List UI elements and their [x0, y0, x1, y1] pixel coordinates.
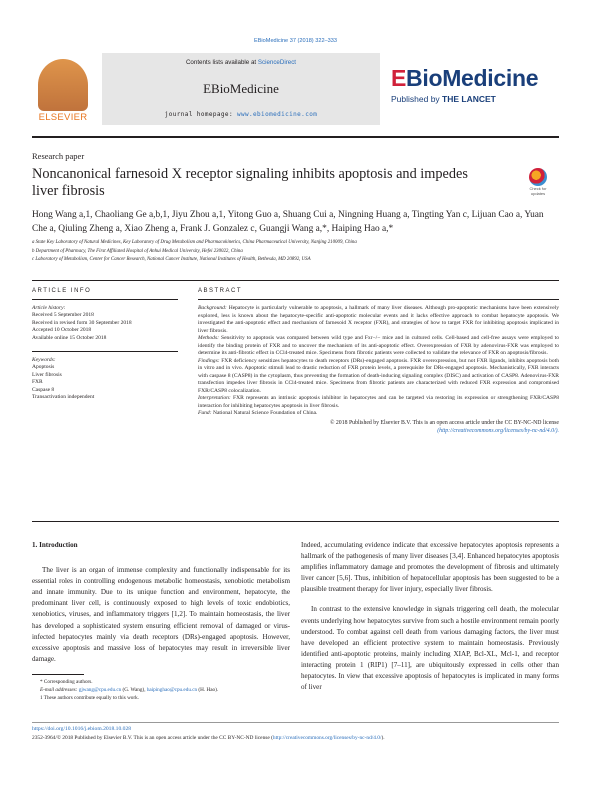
keywords-label: Keywords:: [32, 357, 56, 363]
body-column-right: [301, 540, 559, 693]
masthead-divider: [32, 136, 559, 138]
brand-b: B: [406, 65, 423, 91]
history-received: Received 5 September 2018: [32, 312, 94, 319]
intro-paragraph-1: The liver is an organ of immense complexity and functionally indispensable for its essential roles in controlling endogenous metabolic homeostasis, xenobiotic metabolism and innate immunity. Due to its unique function and environment, hepatocyte, the predominant liver cell, is continuously exposed to high levels of toxic endobiotics, xenobiotics, viruses, and inflammatory triggers [1,2]. To maintain homeostasis, the liver has developed a sophisticated system ensuring efficient removal of damaged or virus-infected hepatocytes mainly via death receptors (DRs)-engaged apoptosis. However, excessive apoptosis and massive loss of hepatocytes may result in irreversible liver damage.: [32, 566, 290, 663]
history-revised: Received in revised form 30 September 2018: [32, 319, 132, 326]
affiliation-c: c Laboratory of Metabolism, Center for Cancer Research, National Cancer Institute, National Institutes of Health, Bethesda, MD 20892, USA: [32, 257, 311, 262]
history-accepted: Accepted 10 October 2018: [32, 327, 92, 334]
journal-homepage-line: [102, 111, 380, 118]
homepage-prefix: journal homepage:: [164, 111, 237, 118]
history-label: Article history:: [32, 305, 66, 311]
intro-paragraph-3: In contrast to the extensive knowledge in signals triggering cell death, the molecular events underlying how hepatocytes survive from such a hostile environment remain poorly understood. To combat against cell death from various damaging factors, the liver must have developed an efficient protective system to maintain homeostasis. Previously identified anti-apoptotic proteins, mainly including XIAP, Bcl-XL, Mcl-1, and receptor interacting protein 1 (RIP1) [7–11], are ubiquitously expressed in cells other than hepatocytes. In view that excessive apoptosis of hepatocytes is implicated in many forms of liver: [301, 605, 559, 692]
fund-label: Fund:: [198, 410, 212, 416]
introduction-heading: 1. Introduction: [32, 541, 78, 549]
equal-contribution-note: 1 These authors contribute equally to this work.: [40, 695, 140, 701]
findings-label: Findings:: [198, 357, 220, 364]
bottom-divider: [32, 722, 559, 723]
license-url-link[interactable]: http://creativecommons.org/licenses/by-nc-nd/4.0/: [272, 735, 382, 741]
affiliation-b: b Department of Pharmacy, The First Affiliated Hospital of Anhui Medical University, Hefei 230022, China: [32, 248, 243, 254]
body-divider: [32, 521, 559, 522]
article-title: Noncanonical farnesoid X receptor signaling inhibits apoptosis and impedes liver fibrosis: [32, 166, 468, 199]
license-end: ).: [381, 735, 385, 741]
email-link-2[interactable]: haipinghao@cpu.edu.cn: [146, 687, 198, 693]
journal-name: EBioMedicine: [203, 81, 279, 96]
sciencedirect-link[interactable]: ScienceDirect: [257, 59, 297, 66]
abstract-fund: [198, 410, 559, 418]
abstract-findings: [198, 358, 559, 396]
findings-text: FXR deficiency sensitizes hepatocytes to death receptors (DRs)-engaged apoptosis. FXR overexpression, but not FXR ligands, inhibits apoptosis both in vitro and in vivo. Apoptotic stimuli lead to drastic reduction of FXR protein levels, a prerequisite for DRs-engaged apoptosis. Mechanistically, FXR interacts with caspase 8 (CASP8) in the cytoplasm, thus preventing the formation of death-inducing signaling complex (DISC) and activation of CASP8. Adenovirus-FXR transfection impedes liver fibrosis in CCl4-treated mice. Specimens from fibrotic patients are characterized with reduced FXR expression and compromised FXR/CASP8 colocalization.: [198, 357, 559, 394]
background-label: Background:: [198, 305, 227, 311]
ebiomedicine-logo: [391, 65, 559, 104]
brand-sub-publisher: THE LANCET: [442, 94, 496, 104]
affiliations: [32, 239, 557, 265]
article-info-rule: [32, 299, 178, 300]
brand-sub-prefix: Published by: [391, 94, 443, 104]
journal-reference[interactable]: EBioMedicine 37 (2018) 322–333: [253, 38, 338, 44]
brand-rest: ioMedicine: [422, 65, 539, 91]
affiliation-a: a State Key Laboratory of Natural Medicines, Key Laboratory of Drug Metabolism and Pharmacokinetics, China Pharmaceutical University, Nanjing 210009, China: [32, 240, 357, 245]
check-line-1: Check for: [529, 186, 547, 191]
contents-available-line: [102, 59, 380, 66]
email-label: E-mail addresses:: [40, 687, 79, 693]
abstract-rule: [198, 299, 559, 300]
email-name-2: (H. Hao).: [197, 687, 219, 693]
author-list: Hong Wang a,1, Chaoliang Ge a,b,1, Jiyu Zhou a,1, Yitong Guo a, Shuang Cui a, Ningning Huang a, Tingting Yan c, Lijuan Cao a, Yuan Che a, Qiuling Zheng a, Xiao Zheng a, Frank J. Gonzalez c, Guangji Wang a,*, Haiping Hao a,*: [32, 210, 544, 234]
license-link[interactable]: (http://creativecommons.org/licenses/by-nc-nd/4.0/).: [437, 427, 559, 434]
keyword-item: Liver fibrosis: [32, 371, 62, 378]
contents-prefix: Contents lists available at: [185, 59, 258, 66]
email-name-1: (G. Wang),: [121, 687, 147, 693]
homepage-link[interactable]: www.ebiomedicine.com: [236, 111, 318, 118]
header-divider: [32, 280, 559, 281]
abstract-copyright: [198, 419, 559, 435]
email-note: [32, 686, 290, 694]
footnote-rule: [32, 674, 84, 675]
check-for-updates-badge[interactable]: [525, 168, 551, 200]
intro-paragraph-2: Indeed, accumulating evidence indicate that excessive hepatocytes apoptosis represents a hallmark of the pathogenesis of many liver diseases [3,4]. Enhanced hepatocytes apoptosis amplifies inflammatory damage and promotes the development of fibrosis and ultimately liver cancer [5,6]. Thus, inhibition of hepatocellular apoptosis has been suggested to be a plausible treatment therapy for liver injury, especially liver fibrosis.: [301, 541, 559, 594]
keywords: [32, 357, 178, 401]
article-type: Research paper: [32, 151, 85, 161]
brand-wordmark: [391, 65, 559, 92]
keyword-item: Apoptosis: [32, 364, 55, 371]
brand-e: E: [391, 65, 407, 91]
fund-text: National Natural Science Foundation of China.: [211, 410, 318, 416]
abstract-methods: [198, 335, 559, 358]
check-for-updates-icon: [529, 168, 547, 186]
journal-masthead: [32, 53, 559, 131]
license-text: 2352-3964/© 2018 Published by Elsevier B.V. This is an open access article under the CC BY-NC-ND license (: [32, 735, 273, 741]
body-column-left: [32, 540, 290, 665]
methods-text: Sensitivity to apoptosis was compared between wild type and Fxr−/− mice and in cultured cells. Cell-based and cell-free assays were employed to identify the binding protein of FXR and to uncover the mechanism of its anti-apoptotic effect. Overexpression of FXR by adenovirus-FXR was employed to determine its anti-fibrotic effect in CCl4-treated mice. Specimens from fibrotic patients were collected to validate the relevance of FXR on apoptosis/fibrosis.: [198, 335, 559, 356]
background-text: Hepatocyte is particularly vulnerable to apoptosis, a hallmark of many liver diseases. Although pro-apoptotic mechanisms have been extensively explored, less is known about the hepatocyte-specific anti-apoptotic molecular events and it lacks effective approach to combat hepatocyte apoptosis. We investigated the anti-apoptotic effect and mechanism of farnesoid X receptor (FXR), and strategies of how to target FXR for inhibiting apoptosis implicated in liver fibrosis.: [198, 305, 559, 334]
info-divider: [32, 351, 178, 352]
check-line-2: updates: [530, 190, 546, 196]
abstract-background: [198, 305, 559, 335]
corresponding-note: * Corresponding authors.: [40, 679, 93, 685]
license-line: [32, 735, 559, 741]
abstract-heading: ABSTRACT: [198, 288, 243, 294]
check-for-updates-label: [525, 187, 551, 196]
footnotes: [32, 678, 290, 702]
abstract-interpretation: [198, 395, 559, 410]
journal-info-box: [102, 53, 380, 125]
elsevier-wordmark: ELSEVIER: [38, 112, 88, 123]
interpretation-label: Interpretation:: [198, 395, 231, 401]
brand-published-by: [391, 94, 559, 104]
history-online: Available online 15 October 2018: [32, 334, 107, 341]
keyword-item: Caspase 8: [32, 386, 55, 393]
email-link-1[interactable]: gjwang@cpu.edu.cn: [78, 687, 122, 693]
methods-label: Methods:: [198, 335, 219, 341]
doi-link[interactable]: https://doi.org/10.1016/j.ebiom.2018.10.028: [32, 726, 132, 732]
article-history: [32, 305, 178, 342]
abstract-body: [198, 305, 559, 435]
interpretation-text: FXR represents an intrinsic apoptosis inhibitor in hepatocytes and can be targeted via restoring its expression or strengthening FXR/CASP8 interaction for inhibiting hepatocytes apoptosis in liver fibrosis.: [198, 395, 559, 409]
copyright-text: © 2018 Published by Elsevier B.V. This is an open access article under the CC BY-NC-ND license: [330, 419, 559, 426]
elsevier-logo: [32, 59, 94, 125]
keyword-item: Transactivation independent: [32, 394, 95, 401]
elsevier-tree-icon: [38, 59, 88, 111]
article-info-heading: ARTICLE INFO: [32, 288, 92, 294]
keyword-item: FXR: [32, 379, 43, 386]
